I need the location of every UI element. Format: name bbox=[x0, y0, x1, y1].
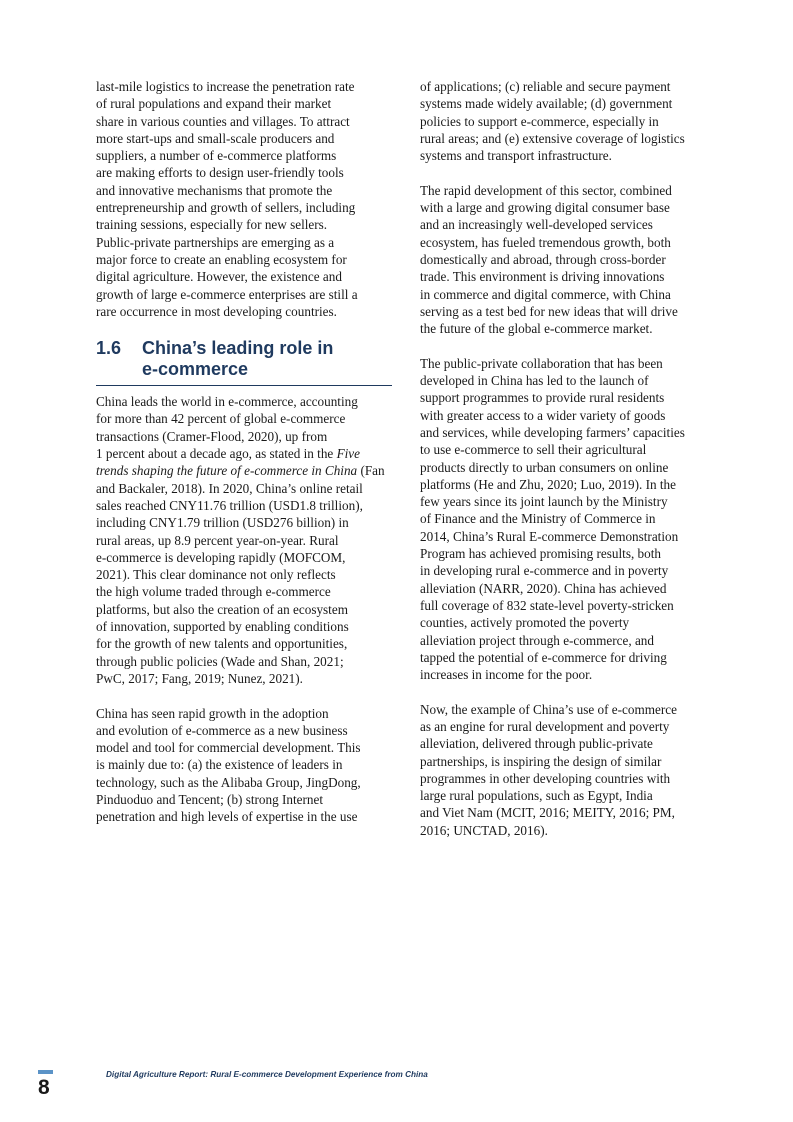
text-line: ecosystem, has fueled tremendous growth, both bbox=[420, 234, 671, 250]
text-line: major force to create an enabling ecosystem for bbox=[96, 251, 347, 267]
text-line: PwC, 2017; Fang, 2019; Nunez, 2021). bbox=[96, 670, 303, 686]
text-line: increases in income for the poor. bbox=[420, 667, 593, 683]
text-line: platforms, but also the creation of an ecosystem bbox=[96, 601, 348, 617]
text-line: and evolution of e-commerce as a new business bbox=[96, 722, 348, 738]
text-line: 2021). This clear dominance not only reflects bbox=[96, 567, 336, 583]
text-line: 2014, China’s Rural E-commerce Demonstration bbox=[420, 528, 679, 544]
section-heading bbox=[96, 338, 392, 386]
text-line: Public-private partnerships are emerging as a bbox=[96, 234, 335, 250]
text-line: through public policies (Wade and Shan, 2021; bbox=[96, 653, 344, 669]
text-line: and Backaler, 2018). In 2020, China’s online retail bbox=[96, 480, 363, 496]
text-line: with greater access to a wider variety of goods bbox=[420, 407, 666, 423]
text-line: is mainly due to: (a) the existence of leaders in bbox=[96, 757, 343, 773]
text-line: for the growth of new talents and opportunities, bbox=[96, 636, 348, 652]
paragraph-applications bbox=[420, 78, 716, 164]
report-title-italic: trends shaping the future of e-commerce in China bbox=[96, 463, 358, 479]
text-line bbox=[96, 462, 392, 479]
text-line: China leads the world in e-commerce, accounting bbox=[96, 394, 358, 410]
paragraph-gap bbox=[420, 164, 716, 181]
text-line bbox=[96, 445, 392, 462]
text-line: rural areas; and (e) extensive coverage of logistics bbox=[420, 130, 685, 146]
text-line: Program has achieved promising results, both bbox=[420, 546, 661, 562]
text-line: for more than 42 percent of global e-commerce bbox=[96, 411, 346, 427]
section-number: 1.6 bbox=[96, 338, 122, 359]
text-line: tapped the potential of e-commerce for driving bbox=[420, 649, 667, 665]
text-line: training sessions, especially for new sellers. bbox=[96, 217, 328, 233]
text-line: The rapid development of this sector, combined bbox=[420, 182, 672, 198]
text-line: few years since its joint launch by the Ministry bbox=[420, 494, 668, 510]
text-line: and an increasingly well-developed services bbox=[420, 217, 653, 233]
paragraph-now bbox=[420, 701, 716, 839]
text-line: more start-ups and small-scale producers and bbox=[96, 130, 335, 146]
text-line: entrepreneurship and growth of sellers, including bbox=[96, 200, 356, 216]
text-line: are making efforts to design user-friendly tools bbox=[96, 165, 344, 181]
text-run: (Fan bbox=[357, 463, 385, 479]
text-line: to use e-commerce to sell their agricultural bbox=[420, 442, 647, 458]
text-line: alleviation, delivered through public-private bbox=[420, 736, 653, 752]
paragraph-gap bbox=[420, 683, 716, 700]
text-line: technology, such as the Alibaba Group, JingDong, bbox=[96, 774, 361, 790]
section-title-line: China’s leading role in bbox=[142, 338, 334, 359]
text-line: rural areas, up 8.9 percent year-on-year. Rural bbox=[96, 532, 339, 548]
text-run: 1 percent about a decade ago, as stated in the bbox=[96, 446, 337, 462]
text-line: of rural populations and expand their market bbox=[96, 96, 332, 112]
text-line: share in various counties and villages. To attract bbox=[96, 113, 350, 129]
section-title bbox=[142, 338, 333, 379]
text-line: trade. This environment is driving innovations bbox=[420, 269, 665, 285]
text-line: alleviation project through e-commerce, and bbox=[420, 632, 654, 648]
text-line: model and tool for commercial development. This bbox=[96, 740, 361, 756]
text-line: policies to support e-commerce, especially in bbox=[420, 113, 659, 129]
text-line: platforms (He and Zhu, 2020; Luo, 2019). In the bbox=[420, 476, 677, 492]
paragraph-collaboration bbox=[420, 355, 716, 684]
text-line: the future of the global e-commerce market. bbox=[420, 321, 653, 337]
section-title-line: e-commerce bbox=[142, 358, 249, 379]
text-line: systems made widely available; (d) government bbox=[420, 96, 673, 112]
text-line: the high volume traded through e-commerce bbox=[96, 584, 331, 600]
text-line: with a large and growing digital consumer base bbox=[420, 200, 670, 216]
text-line: transactions (Cramer-Flood, 2020), up from bbox=[96, 428, 328, 444]
text-line: digital agriculture. However, the existence and bbox=[96, 269, 342, 285]
paragraph-rapid-development bbox=[420, 182, 716, 338]
text-line: in developing rural e-commerce and in poverty bbox=[420, 563, 669, 579]
paragraph-growth bbox=[96, 705, 392, 826]
text-line: counties, actively promoted the poverty bbox=[420, 615, 630, 631]
paragraph-intro bbox=[96, 78, 392, 320]
text-line: e-commerce is developing rapidly (MOFCOM, bbox=[96, 549, 346, 565]
text-line: last-mile logistics to increase the penetration rate bbox=[96, 79, 355, 94]
text-line: in commerce and digital commerce, with China bbox=[420, 286, 671, 302]
text-line: large rural populations, such as Egypt, India bbox=[420, 788, 653, 804]
text-line: and services, while developing farmers’ capacities bbox=[420, 424, 685, 440]
text-line: partnerships, is inspiring the design of similar bbox=[420, 753, 662, 769]
text-line: sales reached CNY11.76 trillion (USD1.8 trillion), bbox=[96, 497, 363, 513]
left-column bbox=[96, 78, 392, 826]
running-title: Digital Agriculture Report: Rural E-commerce Development Experience from China bbox=[106, 1070, 428, 1079]
text-line: penetration and high levels of expertise in the use bbox=[96, 809, 358, 825]
text-line: and innovative mechanisms that promote the bbox=[96, 182, 333, 198]
text-line: China has seen rapid growth in the adoption bbox=[96, 705, 329, 721]
text-line: products directly to urban consumers on online bbox=[420, 459, 669, 475]
text-line: as an engine for rural development and poverty bbox=[420, 718, 670, 734]
text-line: developed in China has led to the launch of bbox=[420, 373, 649, 389]
text-line: alleviation (NARR, 2020). China has achieved bbox=[420, 580, 667, 596]
text-line: support programmes to provide rural residents bbox=[420, 390, 665, 406]
text-line: The public-private collaboration that has been bbox=[420, 355, 663, 371]
text-line: 2016; UNCTAD, 2016). bbox=[420, 822, 548, 838]
paragraph-china-leads bbox=[96, 393, 392, 687]
text-line: Pinduoduo and Tencent; (b) strong Internet bbox=[96, 791, 324, 807]
footer-accent-bar bbox=[38, 1070, 53, 1074]
report-title-italic: Five bbox=[336, 446, 361, 462]
page-number: 8 bbox=[38, 1076, 50, 1099]
text-line: full coverage of 832 state-level poverty-stricken bbox=[420, 597, 674, 613]
text-line: of applications; (c) reliable and secure payment bbox=[420, 79, 671, 94]
text-line: domestically and abroad, through cross-border bbox=[420, 251, 666, 267]
right-column bbox=[420, 78, 716, 839]
text-line: of Finance and the Ministry of Commerce in bbox=[420, 511, 656, 527]
text-line: including CNY1.79 trillion (USD276 billion) in bbox=[96, 515, 349, 531]
text-line: suppliers, a number of e-commerce platforms bbox=[96, 148, 337, 164]
text-line: of innovation, supported by enabling conditions bbox=[96, 619, 349, 635]
text-line: Now, the example of China’s use of e-commerce bbox=[420, 701, 677, 717]
text-line: programmes in other developing countries with bbox=[420, 770, 671, 786]
text-line: and Viet Nam (MCIT, 2016; MEITY, 2016; PM, bbox=[420, 805, 675, 821]
text-line: growth of large e-commerce enterprises are still a bbox=[96, 286, 358, 302]
text-line: serving as a test bed for new ideas that will drive bbox=[420, 303, 678, 319]
text-line: rare occurrence in most developing countries. bbox=[96, 303, 337, 319]
paragraph-gap bbox=[420, 337, 716, 354]
paragraph-gap bbox=[96, 687, 392, 704]
heading-spacer bbox=[96, 386, 392, 393]
text-line: systems and transport infrastructure. bbox=[420, 148, 612, 164]
